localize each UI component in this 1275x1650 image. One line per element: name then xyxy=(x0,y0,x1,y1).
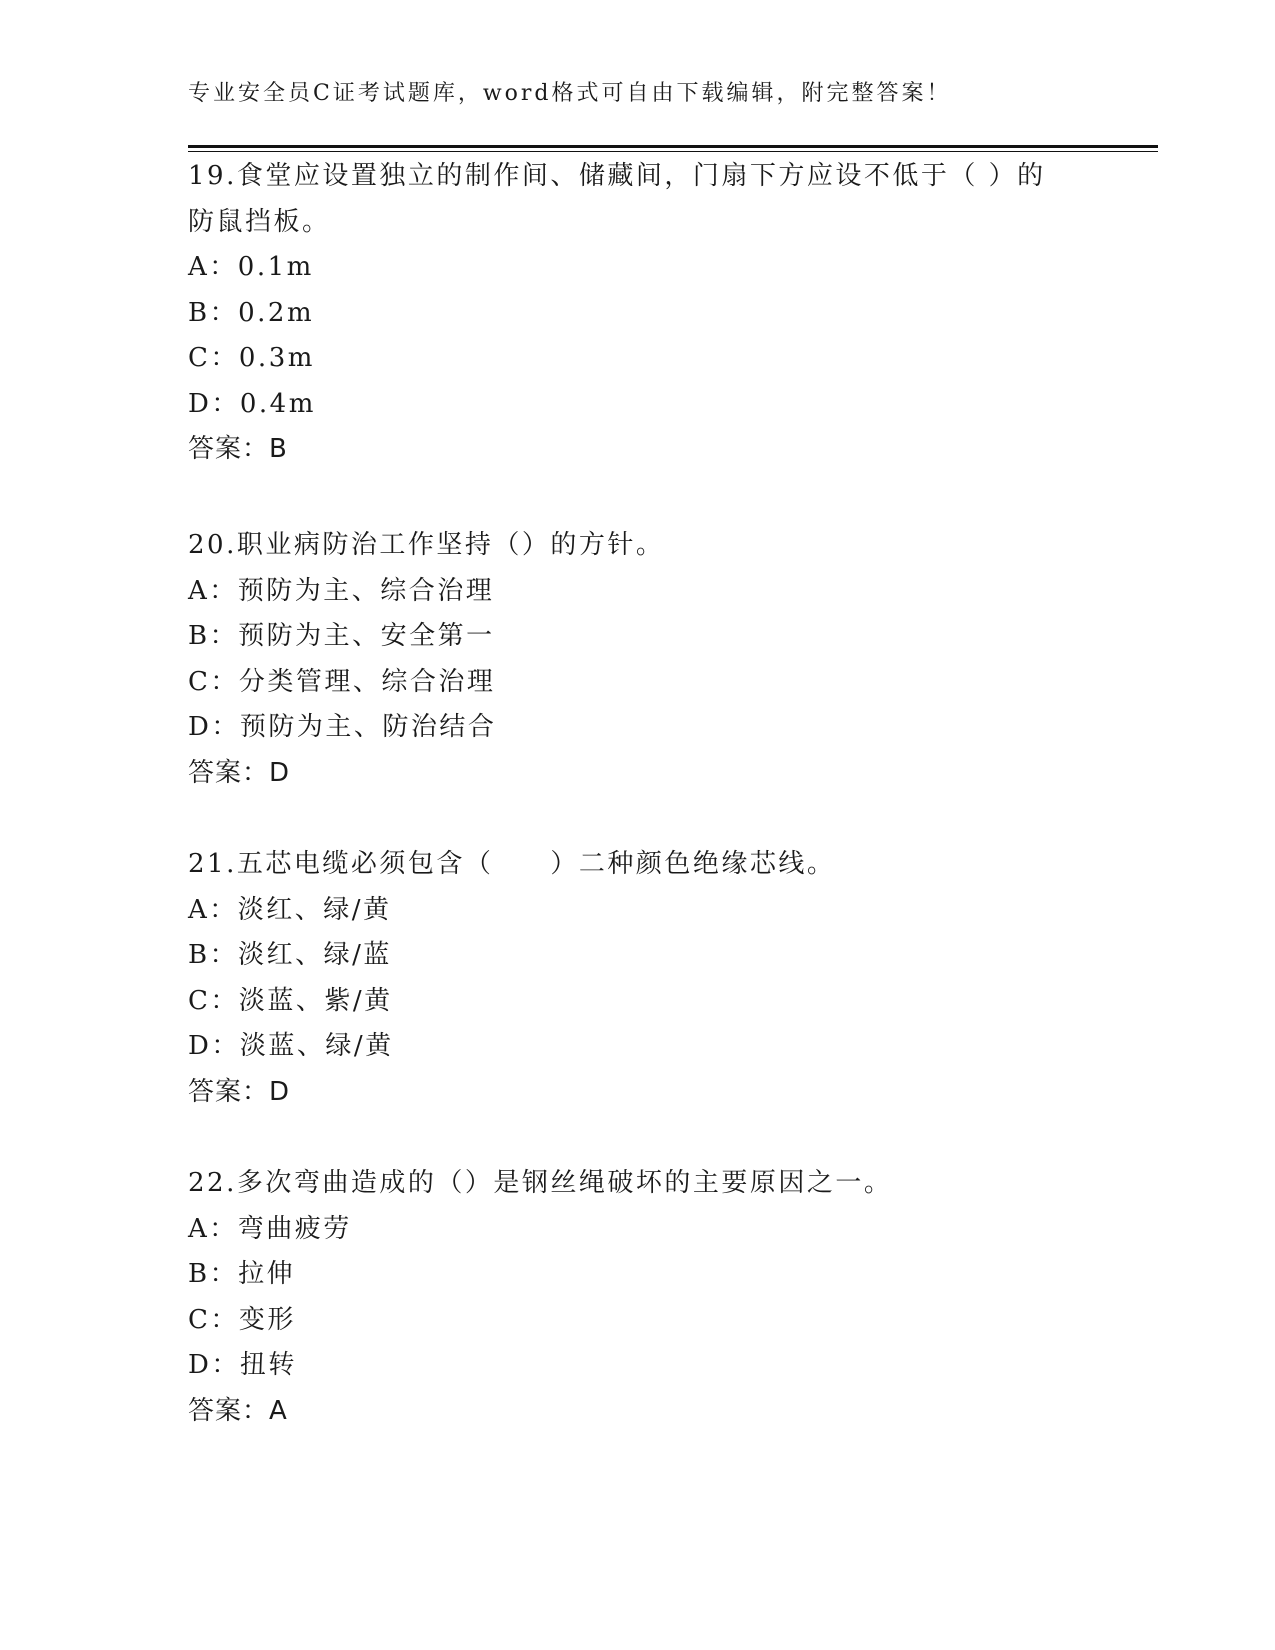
answer: 答案：B xyxy=(188,434,288,464)
option-a: A：预防为主、综合治理 xyxy=(188,575,495,606)
question-stem: 21.五芯电缆必须包含（ ）二种颜色绝缘芯线。 xyxy=(188,849,836,879)
option-d: D：预防为主、防治结合 xyxy=(188,712,497,742)
option-b: B：拉伸 xyxy=(188,1259,296,1289)
question-stem: 19.食堂应设置独立的制作间、储藏间，门扇下方应设不低于（ ）的 xyxy=(188,161,1046,191)
option-b: B：预防为主、安全第一 xyxy=(188,621,495,651)
question-stem-continued: 防鼠挡板。 xyxy=(188,206,331,237)
option-d: D：0.4m xyxy=(188,388,316,419)
option-c: C：分类管理、综合治理 xyxy=(188,666,496,697)
option-c: C：淡蓝、紫/黄 xyxy=(188,985,393,1016)
header-divider-thick xyxy=(188,145,1158,148)
header-divider-thin xyxy=(188,151,1158,152)
option-c: C：0.3m xyxy=(188,343,315,373)
option-c: C：变形 xyxy=(188,1304,296,1335)
option-b: B：0.2m xyxy=(188,297,315,328)
answer: 答案：D xyxy=(188,1076,291,1107)
answer: 答案：A xyxy=(188,1395,288,1426)
page-header: 专业安全员C证考试题库，word格式可自由下载编辑，附完整答案！ xyxy=(188,81,952,106)
question-22 xyxy=(188,1161,1088,1434)
option-d: D：扭转 xyxy=(188,1350,297,1380)
question-20 xyxy=(188,523,1088,796)
option-d: D：淡蓝、绿/黄 xyxy=(188,1031,394,1061)
option-a: A：淡红、绿/黄 xyxy=(188,894,392,925)
answer: 答案：D xyxy=(188,757,291,788)
option-b: B：淡红、绿/蓝 xyxy=(188,940,392,970)
question-21 xyxy=(188,842,1088,1115)
question-stem: 20.职业病防治工作坚持（）的方针。 xyxy=(188,530,665,560)
question-stem: 22.多次弯曲造成的（）是钢丝绳破坏的主要原因之一。 xyxy=(188,1168,893,1198)
option-a: A：弯曲疲劳 xyxy=(188,1213,352,1244)
question-19 xyxy=(188,154,1088,473)
option-a: A：0.1m xyxy=(188,252,314,282)
